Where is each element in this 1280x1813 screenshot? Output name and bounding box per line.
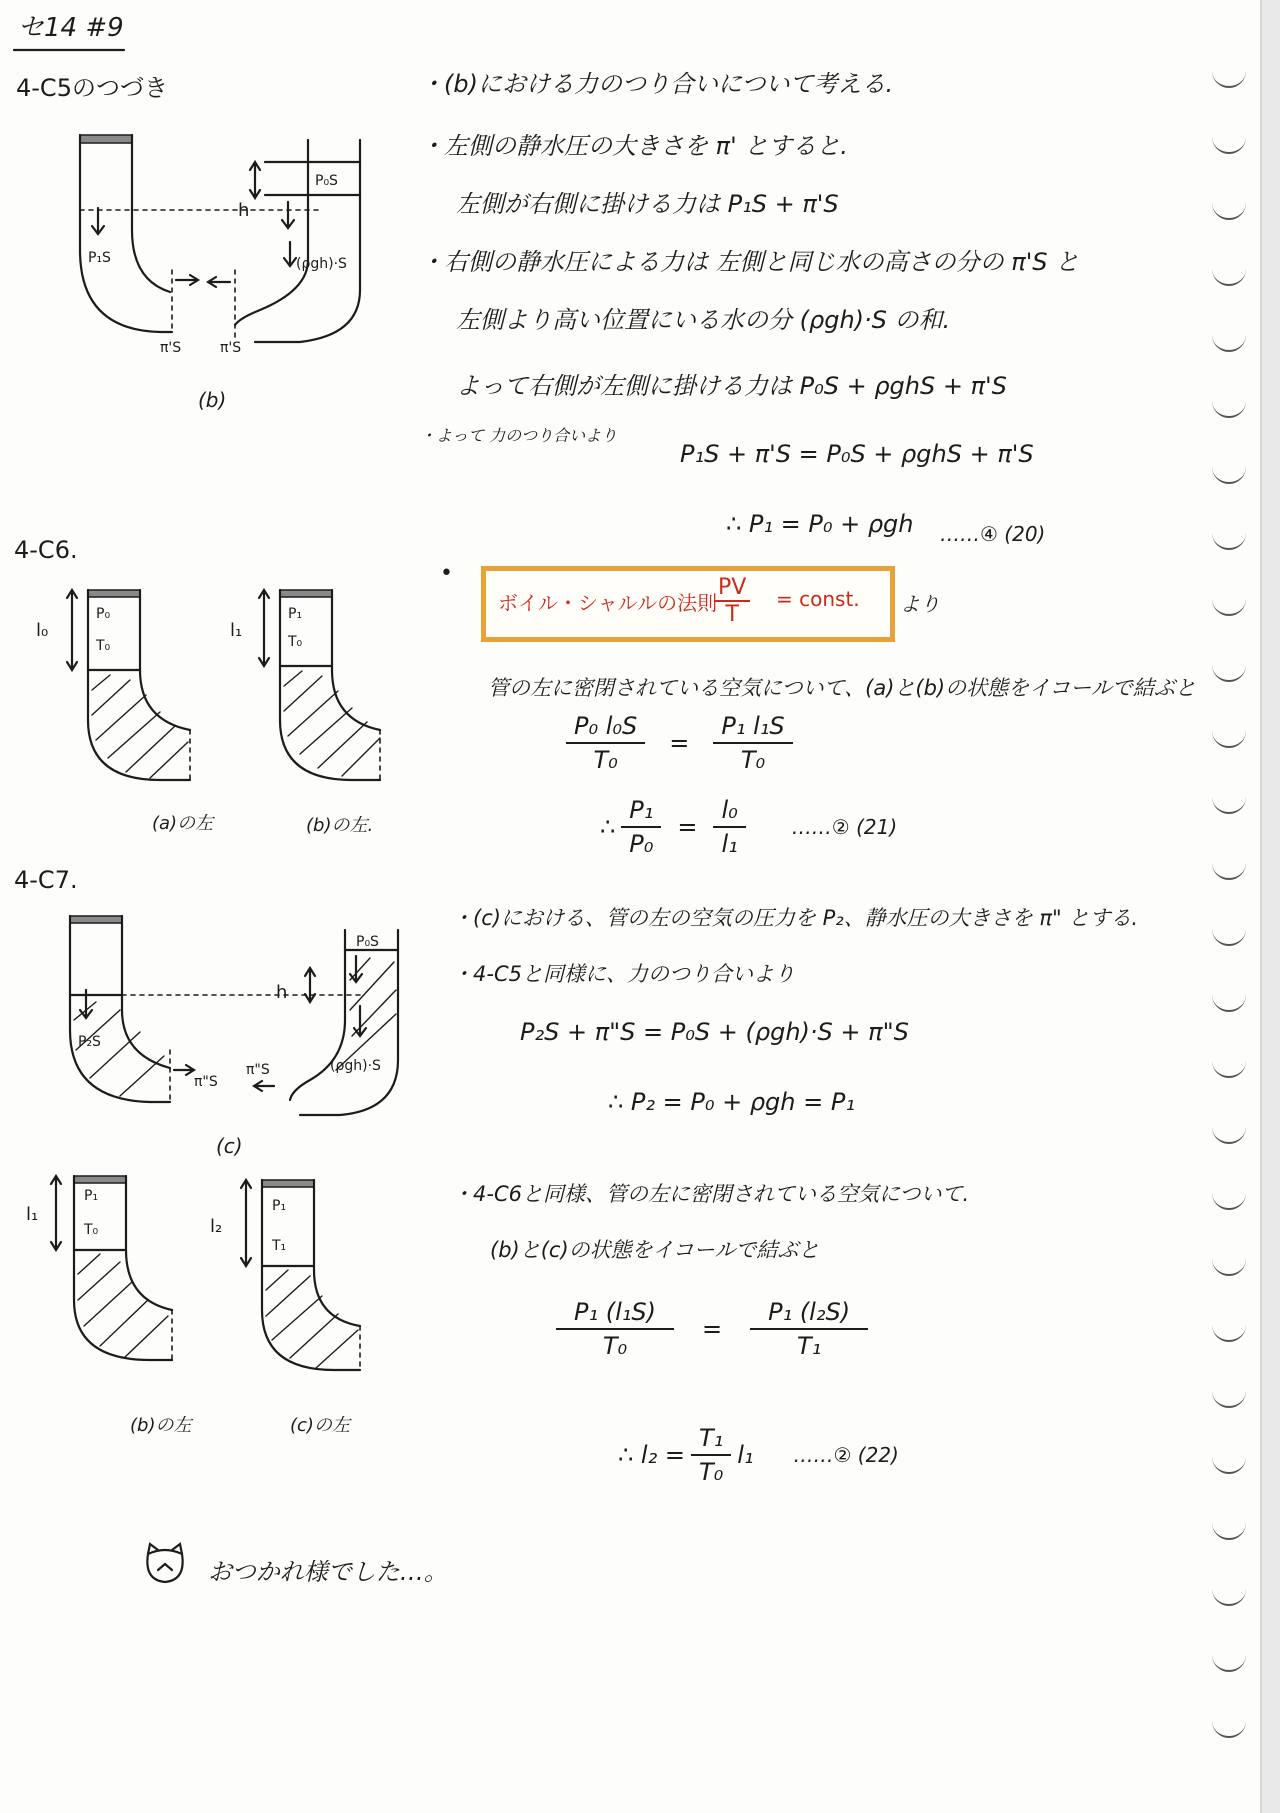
t0-label-b: T₀ bbox=[288, 634, 303, 650]
c7-line-2: ・4-C5と同様に、力のつり合いより bbox=[452, 962, 795, 986]
spiral-ring bbox=[1212, 860, 1246, 880]
tube-right-inner bbox=[235, 140, 308, 325]
pis-left-label: π'S bbox=[160, 340, 182, 356]
pghs-label: (ρgh)·S bbox=[296, 256, 347, 272]
c7-result: ∴ l₂ = $\frac{\text{T₁}}{\text{T₀}}$ l₁ ……② (22) bbox=[618, 1424, 899, 1486]
p1-label-b: P₁ bbox=[288, 606, 303, 622]
h-label: h bbox=[238, 200, 250, 221]
spiral-ring bbox=[1212, 1454, 1246, 1474]
spiral-ring bbox=[1212, 1124, 1246, 1144]
l1-label-2: l₁ bbox=[26, 1204, 39, 1225]
spiral-ring bbox=[1212, 1058, 1246, 1078]
p1-label-c: P₁ bbox=[272, 1198, 287, 1214]
p0-label-a: P₀ bbox=[96, 606, 111, 622]
c5-line-1: ・(b)における力のつり合いについて考える. bbox=[420, 70, 894, 98]
p0s-label-c: P₀S bbox=[356, 934, 379, 950]
spiral-ring bbox=[1212, 134, 1246, 154]
figure-b-left-caption: (b)の左. bbox=[306, 815, 374, 836]
spiral-ring bbox=[1212, 596, 1246, 616]
spiral-ring bbox=[1212, 1388, 1246, 1408]
spiral-ring bbox=[1212, 398, 1246, 418]
spiral-ring bbox=[1212, 1652, 1246, 1672]
spiral-ring bbox=[1212, 1190, 1246, 1210]
spiral-ring bbox=[1212, 794, 1246, 814]
c5-balance-label: ・よって 力のつり合いより bbox=[420, 426, 618, 445]
u-tube-figure-c bbox=[60, 910, 400, 1130]
h-label-c: h bbox=[276, 982, 288, 1003]
c5-line-5: 左側より高い位置にいる水の分 (ρgh)·S の和. bbox=[456, 306, 951, 334]
u-tube-figure-b bbox=[60, 120, 380, 360]
figure-b-left-caption-2: (b)の左 bbox=[130, 1415, 192, 1436]
spiral-ring bbox=[1212, 1718, 1246, 1738]
spiral-ring bbox=[1212, 728, 1246, 748]
c7-equation-3: $\frac{\text{P₁ (l₁S)}}{\text{T₀}}$ = $\frac{\text{P₁ (l₂S)}}{\text{T₁}}$ bbox=[550, 1298, 874, 1360]
spiral-ring bbox=[1212, 1322, 1246, 1342]
c6-equation: $\frac{\text{P₀ l₀S}}{\text{T₀}}$ = $\frac{\text{P₁ l₁S}}{\text{T₀}}$ bbox=[560, 712, 799, 774]
c7-figures bbox=[20, 1170, 380, 1390]
p0s-label: P₀S bbox=[315, 173, 338, 189]
spiral-ring bbox=[1212, 1520, 1246, 1540]
page-title: セ14 #9 bbox=[18, 13, 124, 43]
spiral-ring bbox=[1212, 530, 1246, 550]
bullet-dot: • bbox=[440, 561, 453, 586]
spiral-ring bbox=[1212, 1256, 1246, 1276]
law-fraction: $\frac{PV}{T}$ bbox=[714, 575, 750, 627]
spiral-ring bbox=[1212, 68, 1246, 88]
t0-label-a: T₀ bbox=[96, 638, 111, 654]
spiral-ring bbox=[1212, 926, 1246, 946]
c7-line-4: (b)と(c)の状態をイコールで結ぶと bbox=[490, 1238, 820, 1262]
c5-balance-equation: P₁S + π'S = P₀S + ρghS + π'S bbox=[680, 440, 1034, 468]
figure-b-caption: (b) bbox=[198, 388, 227, 412]
l2-label: l₂ bbox=[210, 1216, 223, 1237]
law-const: = const. bbox=[776, 587, 860, 611]
p1s-label: P₁S bbox=[88, 250, 111, 266]
section-heading-c6: 4-C6. bbox=[14, 536, 78, 564]
pghs-label-c: (ρgh)·S bbox=[330, 1058, 381, 1074]
c5-line-4: ・右側の静水圧による力は 左側と同じ水の高さの分の π'S と bbox=[420, 248, 1080, 276]
spiral-ring bbox=[1212, 662, 1246, 682]
c7-line-1: ・(c)における、管の左の空気の圧力を P₂、静水圧の大きさを π" とする. bbox=[452, 906, 1139, 930]
section-heading-c5: 4-C5のつづき bbox=[16, 74, 168, 102]
spiral-ring bbox=[1212, 1586, 1246, 1606]
cat-face-doodle bbox=[140, 1540, 190, 1586]
closing-message: おつかれ様でした…。 bbox=[208, 1558, 448, 1586]
l0-label: l₀ bbox=[36, 620, 49, 641]
c5-line-6: よって右側が左側に掛ける力は P₀S + ρghS + π'S bbox=[456, 372, 1007, 400]
c6-line-1: 管の左に密閉されている空気について、(a)と(b)の状態をイコールで結ぶと bbox=[488, 676, 1196, 700]
spiral-ring bbox=[1212, 992, 1246, 1012]
c5-result: ∴ P₁ = P₀ + ρgh bbox=[726, 510, 914, 538]
title-underline bbox=[10, 44, 130, 56]
c6-result: ∴ $\frac{\text{P₁}}{\text{P₀}}$ = $\frac{\text{l₀}}{\text{l₁}}$ ……② (21) bbox=[600, 796, 898, 858]
pi2s-right-label: π"S bbox=[246, 1062, 270, 1078]
law-name: ボイル・シャルルの法則 bbox=[498, 591, 718, 615]
tube-left-inner bbox=[132, 135, 170, 292]
spiral-ring bbox=[1212, 332, 1246, 352]
c5-line-3: 左側が右側に掛ける力は P₁S + π'S bbox=[456, 190, 839, 218]
t1-label-c: T₁ bbox=[272, 1238, 287, 1254]
pi2s-left-label: π"S bbox=[194, 1074, 218, 1090]
figure-c-left-caption: (c)の左 bbox=[290, 1415, 350, 1436]
c7-line-3: ・4-C6と同様、管の左に密閉されている空気について. bbox=[452, 1182, 970, 1206]
spiral-ring bbox=[1212, 200, 1246, 220]
pis-right-label: π'S bbox=[220, 340, 242, 356]
c5-line-2: ・左側の静水圧の大きさを π' とすると. bbox=[420, 132, 848, 160]
boyle-charles-law-box bbox=[481, 566, 895, 642]
c5-result-tag: ……④ (20) bbox=[940, 522, 1046, 546]
spiral-ring bbox=[1212, 266, 1246, 286]
tube-left-outer bbox=[80, 135, 172, 332]
figure-a-left-caption: (a)の左 bbox=[152, 813, 214, 834]
spiral-ring bbox=[1212, 464, 1246, 484]
piston-cap bbox=[80, 135, 132, 143]
c6-figures bbox=[30, 580, 410, 800]
section-heading-c7: 4-C7. bbox=[14, 866, 78, 894]
c7-equation-1: P₂S + π"S = P₀S + (ρgh)·S + π"S bbox=[520, 1018, 909, 1046]
figure-c-caption: (c) bbox=[216, 1134, 243, 1158]
law-suffix: より bbox=[900, 592, 940, 616]
p1-label-b2: P₁ bbox=[84, 1188, 99, 1204]
t0-label-b2: T₀ bbox=[84, 1222, 99, 1238]
p2s-label: P₂S bbox=[78, 1034, 101, 1050]
c7-equation-2: ∴ P₂ = P₀ + ρgh = P₁ bbox=[608, 1088, 855, 1116]
l1-label: l₁ bbox=[230, 620, 243, 641]
